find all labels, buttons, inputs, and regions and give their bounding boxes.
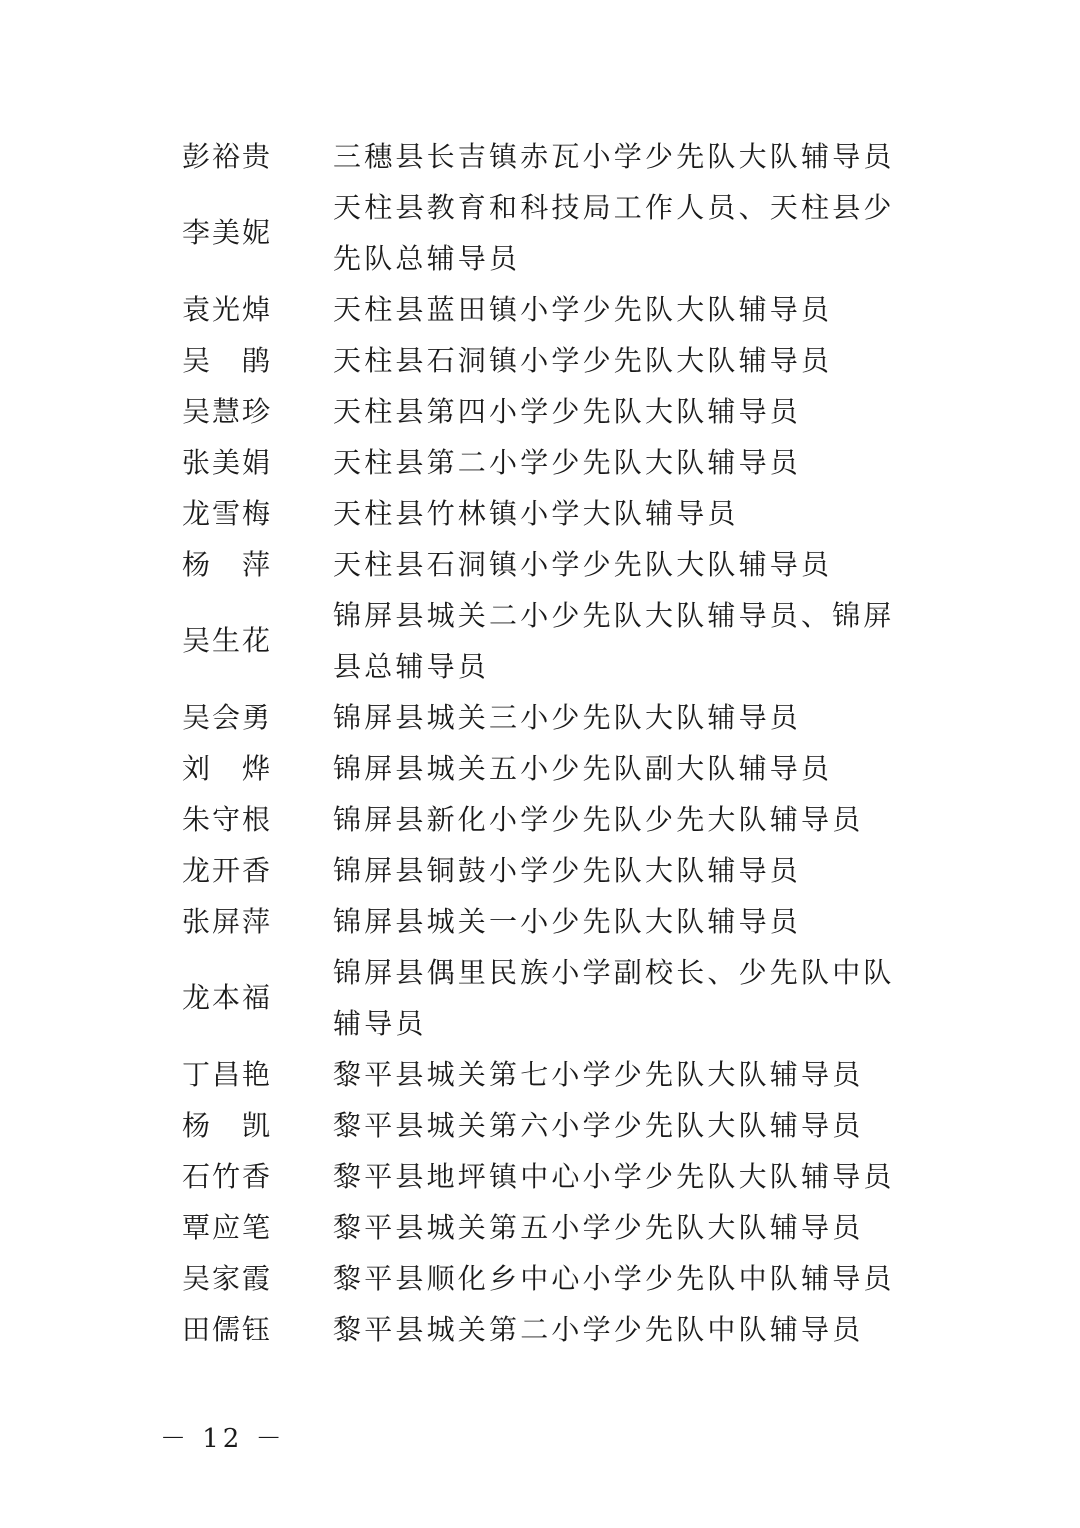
list-item	[0, 794, 1080, 845]
person-name: 龙本福	[182, 981, 273, 1014]
list-item	[0, 182, 1080, 284]
list-item	[0, 947, 1080, 1049]
list-item	[0, 539, 1080, 590]
person-name: 袁光焯	[182, 293, 273, 326]
person-title: 锦屏县城关二小少先队大队辅导员、锦屏县总辅导员	[333, 599, 895, 683]
person-name: 刘 烨	[182, 752, 273, 785]
list-item	[0, 590, 1080, 692]
list-item	[0, 743, 1080, 794]
person-title: 黎平县城关第二小学少先队中队辅导员	[333, 1313, 864, 1346]
list-item	[0, 437, 1080, 488]
person-name: 吴慧珍	[182, 395, 273, 428]
list-item	[0, 335, 1080, 386]
person-title: 天柱县教育和科技局工作人员、天柱县少先队总辅导员	[333, 191, 895, 275]
person-name: 吴会勇	[182, 701, 273, 734]
person-title: 黎平县城关第七小学少先队大队辅导员	[333, 1058, 864, 1091]
person-title: 天柱县石洞镇小学少先队大队辅导员	[333, 344, 833, 377]
list-item	[0, 131, 1080, 182]
list-item	[0, 284, 1080, 335]
person-title: 天柱县竹林镇小学大队辅导员	[333, 497, 739, 530]
person-title: 锦屏县铜鼓小学少先队大队辅导员	[333, 854, 802, 887]
person-name: 吴生花	[182, 624, 273, 657]
person-title: 锦屏县偶里民族小学副校长、少先队中队辅导员	[333, 956, 895, 1040]
person-title: 锦屏县城关三小少先队大队辅导员	[333, 701, 802, 734]
person-title: 三穗县长吉镇赤瓦小学少先队大队辅导员	[333, 140, 895, 173]
person-name: 彭裕贵	[182, 140, 273, 173]
person-name: 覃应笔	[182, 1211, 273, 1244]
award-list	[0, 131, 1080, 1355]
list-item	[0, 488, 1080, 539]
person-title: 锦屏县城关一小少先队大队辅导员	[333, 905, 802, 938]
person-title: 黎平县地坪镇中心小学少先队大队辅导员	[333, 1160, 895, 1193]
list-item	[0, 1304, 1080, 1355]
list-item	[0, 1100, 1080, 1151]
person-name: 丁昌艳	[182, 1058, 273, 1091]
person-title: 天柱县第四小学少先队大队辅导员	[333, 395, 802, 428]
person-name: 龙雪梅	[182, 497, 273, 530]
person-name: 张屏萍	[182, 905, 273, 938]
person-title: 天柱县石洞镇小学少先队大队辅导员	[333, 548, 833, 581]
person-title: 黎平县城关第六小学少先队大队辅导员	[333, 1109, 864, 1142]
person-name: 龙开香	[182, 854, 273, 887]
list-item	[0, 1202, 1080, 1253]
person-title: 锦屏县新化小学少先队少先大队辅导员	[333, 803, 864, 836]
person-name: 杨 凯	[182, 1109, 273, 1142]
person-name: 朱守根	[182, 803, 273, 836]
person-name: 田儒钰	[182, 1313, 273, 1346]
list-item	[0, 386, 1080, 437]
list-item	[0, 845, 1080, 896]
list-item	[0, 692, 1080, 743]
list-item	[0, 1253, 1080, 1304]
person-name: 石竹香	[182, 1160, 273, 1193]
person-name: 吴家霞	[182, 1262, 273, 1295]
person-name: 吴 鹃	[182, 344, 273, 377]
person-title: 锦屏县城关五小少先队副大队辅导员	[333, 752, 833, 785]
list-item	[0, 1049, 1080, 1100]
person-title: 黎平县顺化乡中心小学少先队中队辅导员	[333, 1262, 895, 1295]
page-number: － 12 －	[160, 1424, 286, 1454]
person-name: 杨 萍	[182, 548, 273, 581]
person-name: 李美妮	[182, 216, 273, 249]
person-title: 天柱县第二小学少先队大队辅导员	[333, 446, 802, 479]
person-title: 黎平县城关第五小学少先队大队辅导员	[333, 1211, 864, 1244]
list-item	[0, 896, 1080, 947]
person-name: 张美娟	[182, 446, 273, 479]
list-item	[0, 1151, 1080, 1202]
person-title: 天柱县蓝田镇小学少先队大队辅导员	[333, 293, 833, 326]
